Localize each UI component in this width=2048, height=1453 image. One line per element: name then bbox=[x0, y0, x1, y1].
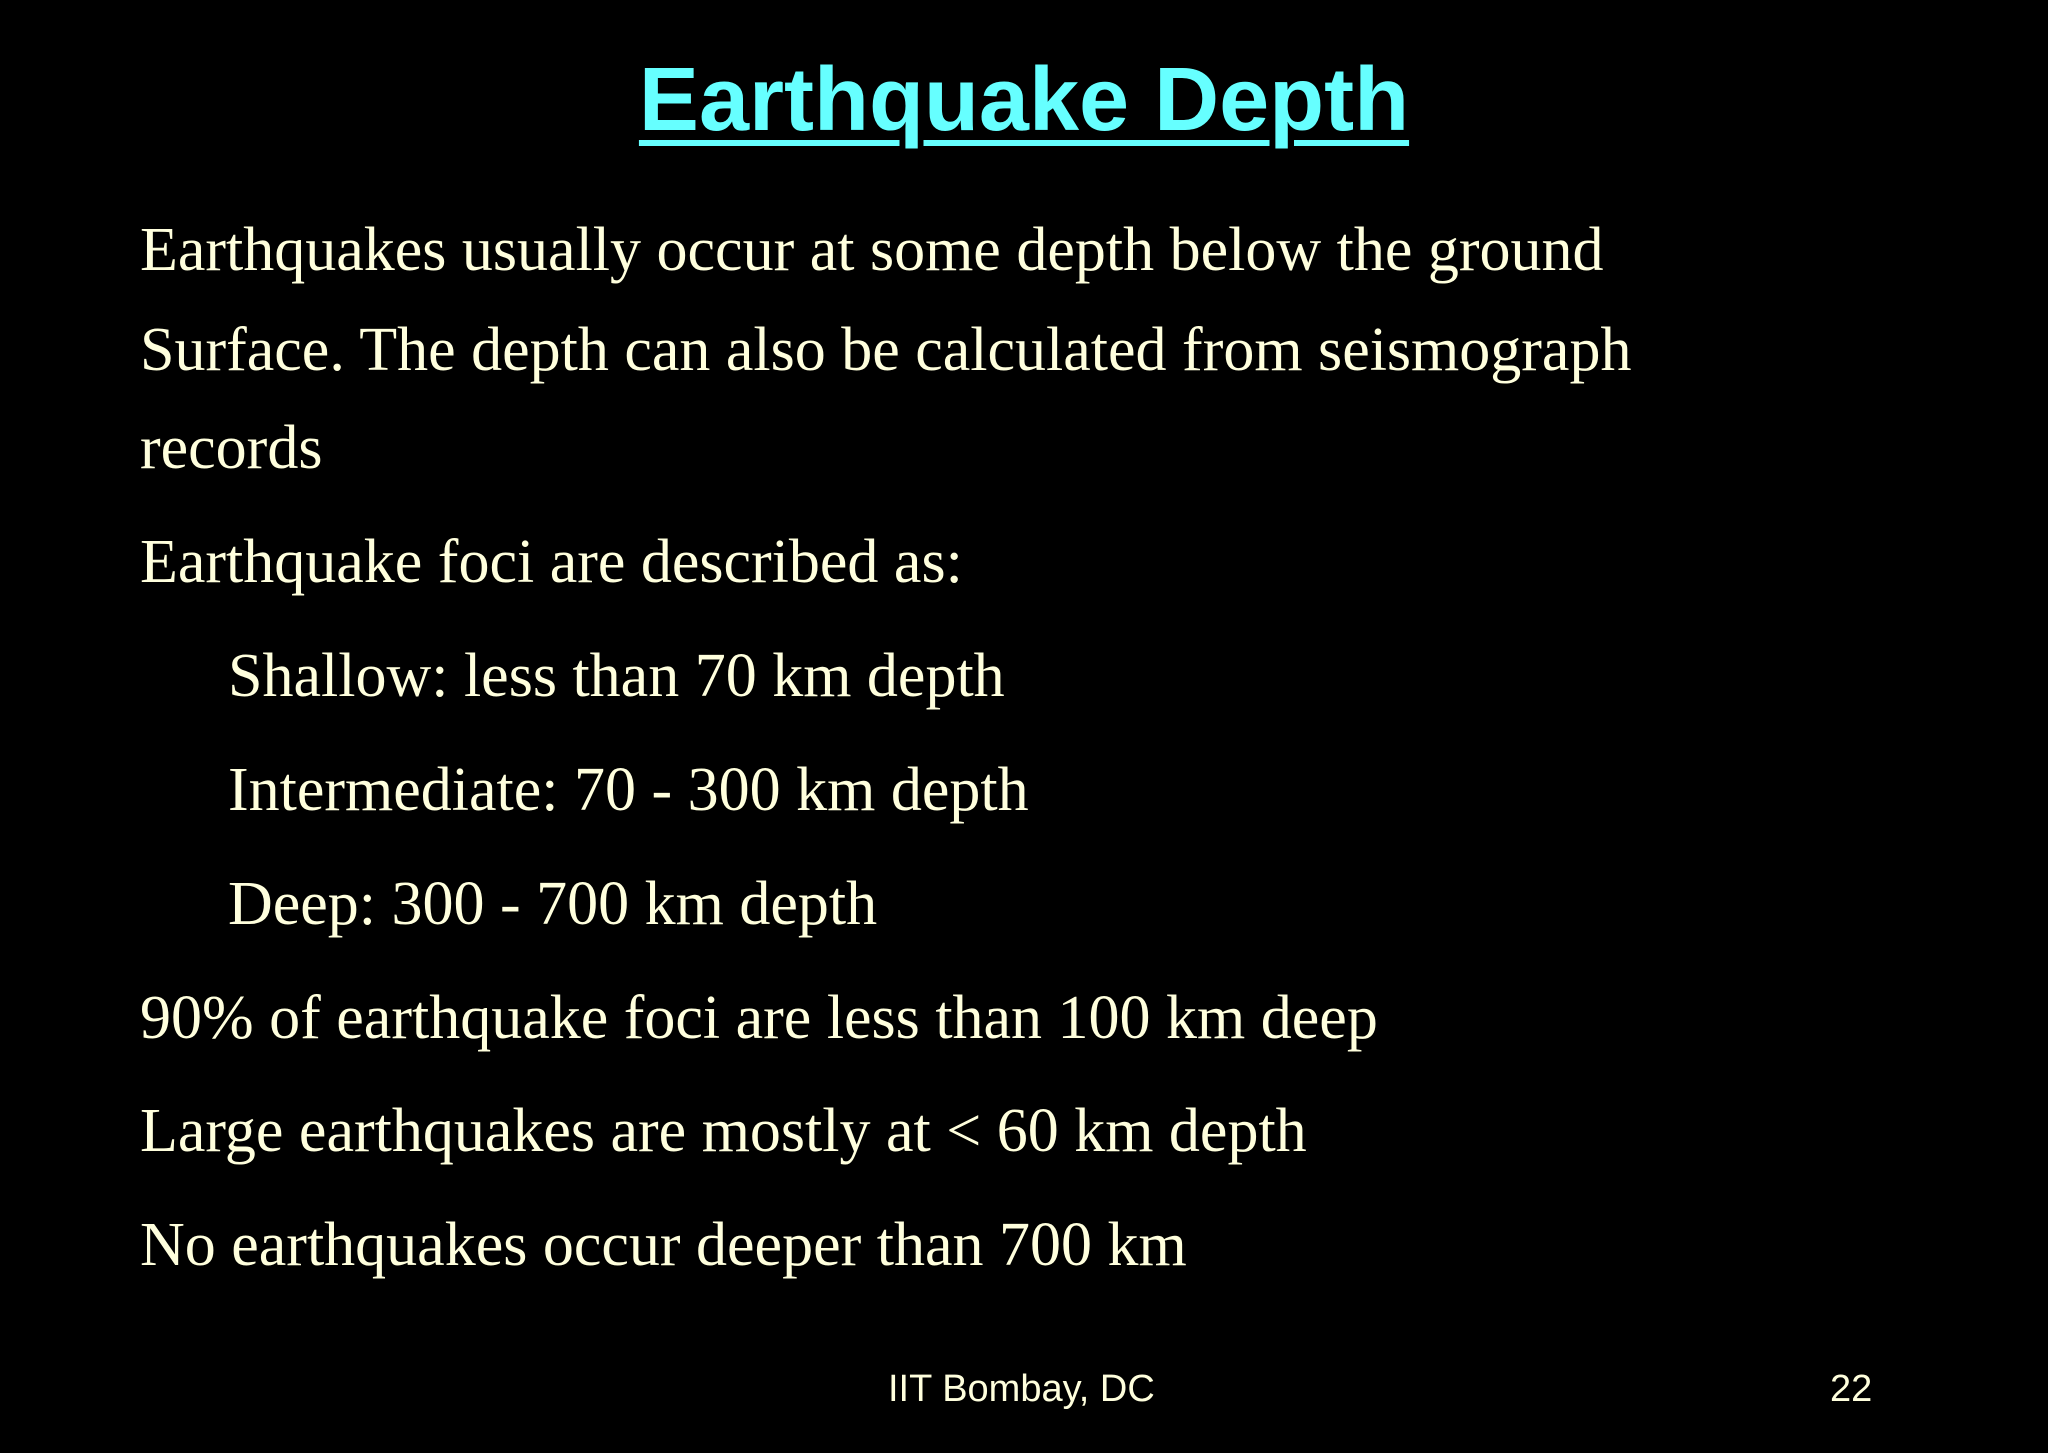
footer-institution: IIT Bombay, DC bbox=[888, 1368, 1155, 1410]
fact-large-earthquakes: Large earthquakes are mostly at < 60 km depth bbox=[140, 1097, 1307, 1165]
foci-shallow: Shallow: less than 70 km depth bbox=[228, 642, 1005, 710]
foci-intermediate: Intermediate: 70 - 300 km depth bbox=[228, 756, 1029, 824]
slide-title: Earthquake Depth bbox=[638, 50, 1410, 150]
fact-max-depth: No earthquakes occur deeper than 700 km bbox=[140, 1211, 1187, 1279]
fact-ninety-percent: 90% of earthquake foci are less than 100 km deep bbox=[140, 984, 1378, 1052]
intro-line-2: Surface. The depth can also be calculated from seismograph bbox=[140, 316, 1632, 384]
page-number: 22 bbox=[1830, 1368, 1873, 1410]
intro-line-1: Earthquakes usually occur at some depth below the ground bbox=[140, 216, 1604, 284]
foci-deep: Deep: 300 - 700 km depth bbox=[228, 870, 878, 938]
intro-line-3: records bbox=[140, 414, 323, 482]
foci-heading: Earthquake foci are described as: bbox=[140, 528, 963, 596]
